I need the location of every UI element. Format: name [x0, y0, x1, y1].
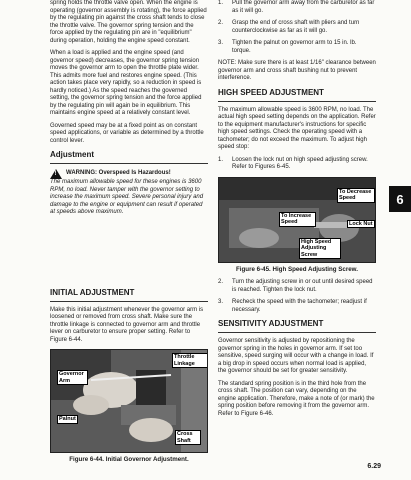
- step: [218, 20, 376, 35]
- figure-6-45-caption: Figure 6-45. High Speed Adjusting Screw.: [236, 265, 358, 273]
- step-text: Recheck the speed with the tachometer; readjust if necessary.: [232, 299, 367, 313]
- increase-speed-label: To Increase Speed: [279, 212, 316, 227]
- warning-title: WARNING: Overspeed Is Hazardous!: [66, 170, 171, 177]
- step-number: 1.: [218, 156, 224, 163]
- figure-6-44-photo: [50, 349, 208, 453]
- load-paragraph: When a load is applied and the engine speed (and governor speed) decreases, the governor spring tension moves the governor arm to open the throttle plate wider. This admits more fuel and restores engine speed. (This action takes place very rapidly, so a reduction in speed is hardly noticed.) As the speed reaches the governed setting, the governor spring tension and the force applied by the regulating pin will again be in equilibrium. This maintains engine speed at a relatively constant level.: [50, 50, 202, 116]
- divider: [50, 163, 208, 164]
- step-text: Grasp the end of cross shaft with pliers and turn counterclockwise as far as it will go.: [232, 20, 360, 34]
- warning-triangle-icon: [50, 169, 62, 179]
- sensitivity-paragraph-1: Governor sensitivity is adjusted by repositioning the governor spring in the holes in governor arm. If set too sensitive, speed surging will occur with a change in load. If a big drop in speed occurs when normal load is applied, the governor should be set for greater sensitivity.: [218, 338, 374, 374]
- section-tab: 6: [389, 186, 411, 212]
- adjustment-heading: Adjustment: [50, 150, 94, 159]
- step-text: Turn the adjusting screw in or out until desired speed is reached. Tighten the lock nut.: [232, 279, 373, 293]
- governed-speed-paragraph: Governed speed may be at a fixed point as on constant speed applications, or variable as determined by a throttle control lever.: [50, 122, 204, 144]
- step-text: Tighten the palnut on governor arm to 15 in. lb. torque.: [232, 40, 357, 54]
- step: [218, 40, 376, 55]
- initial-adjustment-heading: INITIAL ADJUSTMENT: [50, 287, 135, 297]
- high-speed-screw-label: High Speed Adjusting Screw: [299, 238, 341, 260]
- step: [218, 279, 376, 294]
- spacer: [50, 222, 208, 284]
- decrease-speed-label: To Decrease Speed: [337, 188, 375, 203]
- divider: [50, 301, 208, 302]
- page-number: 6.29: [367, 463, 381, 470]
- warning-box: [50, 169, 208, 217]
- left-column: [50, 0, 208, 470]
- clearance-note: NOTE: Make sure there is at least 1/16" clearance between governor arm and cross shaft bushing nut to prevent interference.: [218, 60, 376, 81]
- step: [218, 157, 376, 172]
- figure-6-45-photo: [218, 177, 376, 263]
- governor-arm-label: Governor Arm: [57, 370, 88, 385]
- step-text: Pull the governor arm away from the carburetor as far as it will go.: [232, 0, 375, 14]
- lock-nut-label: Lock Nut: [349, 220, 373, 227]
- sensitivity-heading: SENSITIVITY ADJUSTMENT: [218, 319, 324, 328]
- sensitivity-paragraph-2: The standard spring position is in the third hole from the cross shaft. The position can vary, depending on the engine application. Therefore, make a note of (or mark) the spring position before removing it from the governor arm. Refer to Figure 6-46.: [218, 380, 375, 417]
- step-number: 3.: [218, 299, 224, 305]
- warning-title-row: [50, 169, 208, 179]
- step: [218, 299, 376, 314]
- palnut-label: Palnut: [59, 416, 76, 422]
- governor-intro-paragraph: spring holds the throttle valve open. When the engine is operating (governor assembly is rotating), the force applied by the regulating pin against the cross shaft tends to close the throttle valve. The governor spring tension and the force applied by the regulating pin are in "equilibrium" during operation, holding the engine speed constant.: [50, 0, 207, 44]
- cross-shaft-label: Cross Shaft: [175, 430, 201, 445]
- step-number: 2.: [218, 20, 224, 26]
- high-speed-heading: HIGH SPEED ADJUSTMENT: [218, 87, 324, 97]
- right-column: [218, 0, 376, 423]
- initial-adjustment-text: Make this initial adjustment whenever the governor arm is loosened or removed from cross shaft. Make sure the throttle linkage is connected to governor arm and throttle lever on carburetor to ensure proper setting. Refer to Figure 6-44.: [50, 306, 204, 343]
- warning-text: The maximum allowable speed for these engines is 3600 RPM, no load. Never tamper with the governor setting to increase the maximum speed. Severe personal injury and damage to the engine or equipment can result if operated at speeds above maximum.: [50, 179, 204, 215]
- step-number: 3.: [218, 40, 224, 46]
- figure-6-44-caption: Figure 6-44. Initial Governor Adjustment.: [69, 456, 189, 463]
- throttle-linkage-label: Throttle Linkage: [172, 353, 208, 368]
- high-speed-text: The maximum allowable speed is 3600 RPM, no load. The actual high speed setting depends on the application. Refer to the equipment manufacturer's instructions for specific high speed settings. Check the operating speed with a tachometer; do not exceed the maximum. To adjust high speed stop:: [218, 106, 376, 150]
- step: [218, 0, 376, 15]
- divider: [218, 101, 376, 102]
- step-text: Loosen the lock nut on high speed adjusting screw. Refer to Figures 6-45.: [232, 156, 368, 170]
- divider: [218, 332, 376, 333]
- step-number: 1.: [218, 0, 224, 6]
- step-number: 2.: [218, 279, 224, 285]
